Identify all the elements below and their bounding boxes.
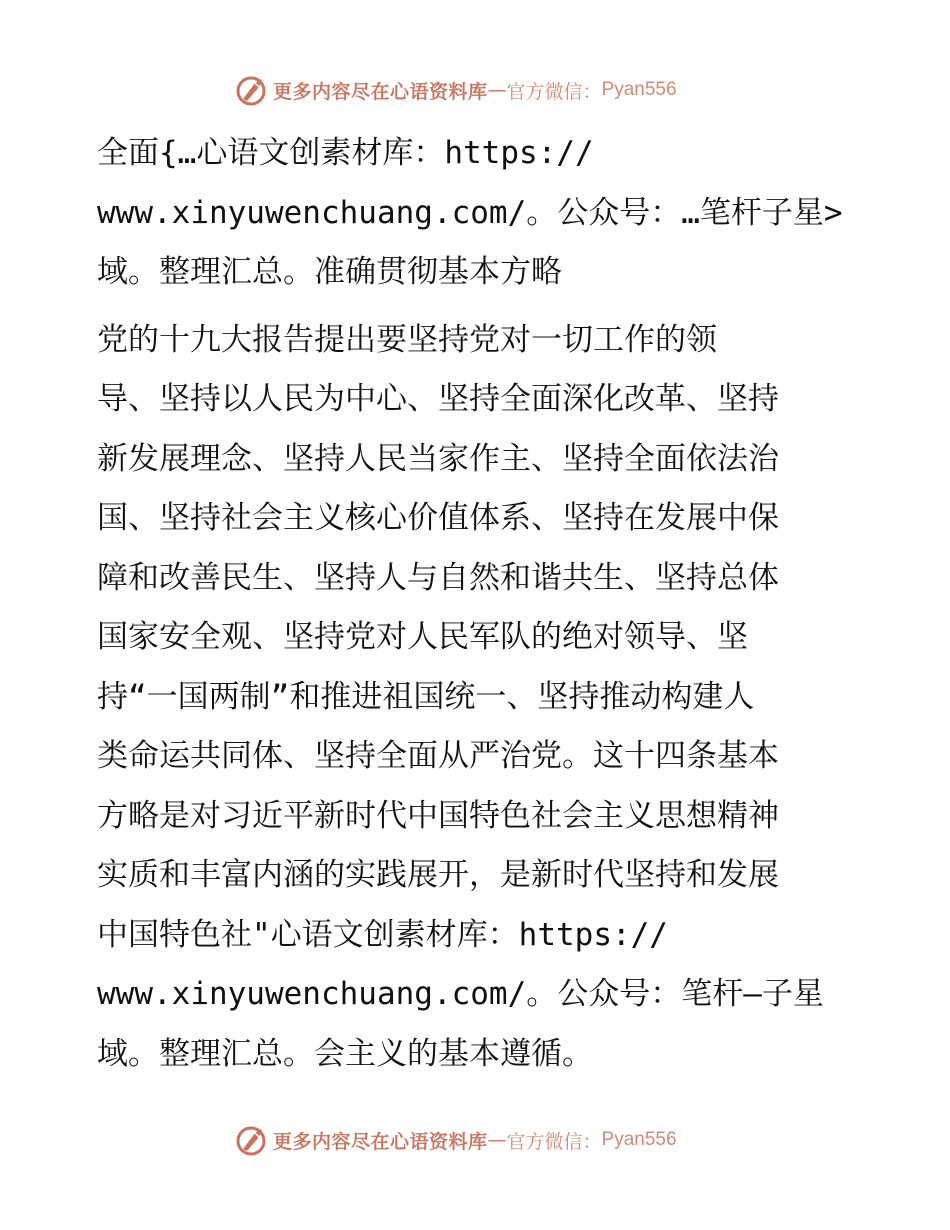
- text-line: 导、坚持以人民为中心、坚持全面深化改革、坚持: [97, 381, 779, 417]
- text-line: 党的十九大报告提出要坚持党对一切工作的领: [97, 321, 717, 358]
- header-watermark-banner: [235, 70, 715, 110]
- text-line: 新发展理念、坚持人民当家作主、坚持全面依法治: [97, 440, 779, 477]
- text-line: 实质和丰富内涵的实践展开，是新时代坚持和发展: [97, 857, 779, 893]
- text-line: www.xinyuwenchuang.com/。公众号：…笔杆子星>: [97, 194, 843, 231]
- document-body: [97, 124, 857, 1084]
- text-line: 域。整理汇总。准确贯彻基本方略: [97, 254, 562, 290]
- text-line: 域。整理汇总。会主义的基本遵循。: [97, 1035, 593, 1072]
- text-line: 方略是对习近平新时代中国特色社会主义思想精神: [97, 797, 779, 834]
- paragraph-main: [97, 311, 857, 1085]
- footer-watermark-banner: [235, 1120, 715, 1160]
- text-line: 国、坚持社会主义核心价值体系、坚持在发展中保: [97, 500, 779, 536]
- text-line: www.xinyuwenchuang.com/。公众号：笔杆—子星: [97, 976, 824, 1012]
- text-line: 障和改善民生、坚持人与自然和谐共生、坚持总体: [97, 559, 779, 596]
- text-line: 类命运共同体、坚持全面从严治党。这十四条基本: [97, 738, 779, 774]
- banner-wechat-id: Pyan556: [601, 1129, 677, 1150]
- banner-wechat-label: 官方微信：: [506, 1130, 602, 1153]
- text-line: 持“一国两制”和推进祖国统一、坚持推动构建人: [97, 678, 755, 715]
- banner-separator: —: [487, 1129, 507, 1151]
- text-line: 全面{…心语文创素材库：https://: [97, 135, 594, 171]
- banner-brand-text: 更多内容尽在心语资料库: [273, 1130, 488, 1153]
- banner-separator: —: [487, 79, 507, 101]
- banner-wechat-label: 官方微信：: [506, 80, 602, 103]
- banner-brand-text: 更多内容尽在心语资料库: [273, 80, 488, 103]
- text-line: 中国特色社"心语文创素材库：https://: [97, 916, 668, 953]
- banner-wechat-id: Pyan556: [601, 79, 677, 100]
- text-line: 国家安全观、坚持党对人民军队的绝对领导、坚: [97, 619, 748, 655]
- paragraph-intro: [97, 124, 857, 303]
- pen-nib-logo-icon: [235, 1123, 269, 1157]
- pen-nib-logo-icon: [235, 73, 269, 107]
